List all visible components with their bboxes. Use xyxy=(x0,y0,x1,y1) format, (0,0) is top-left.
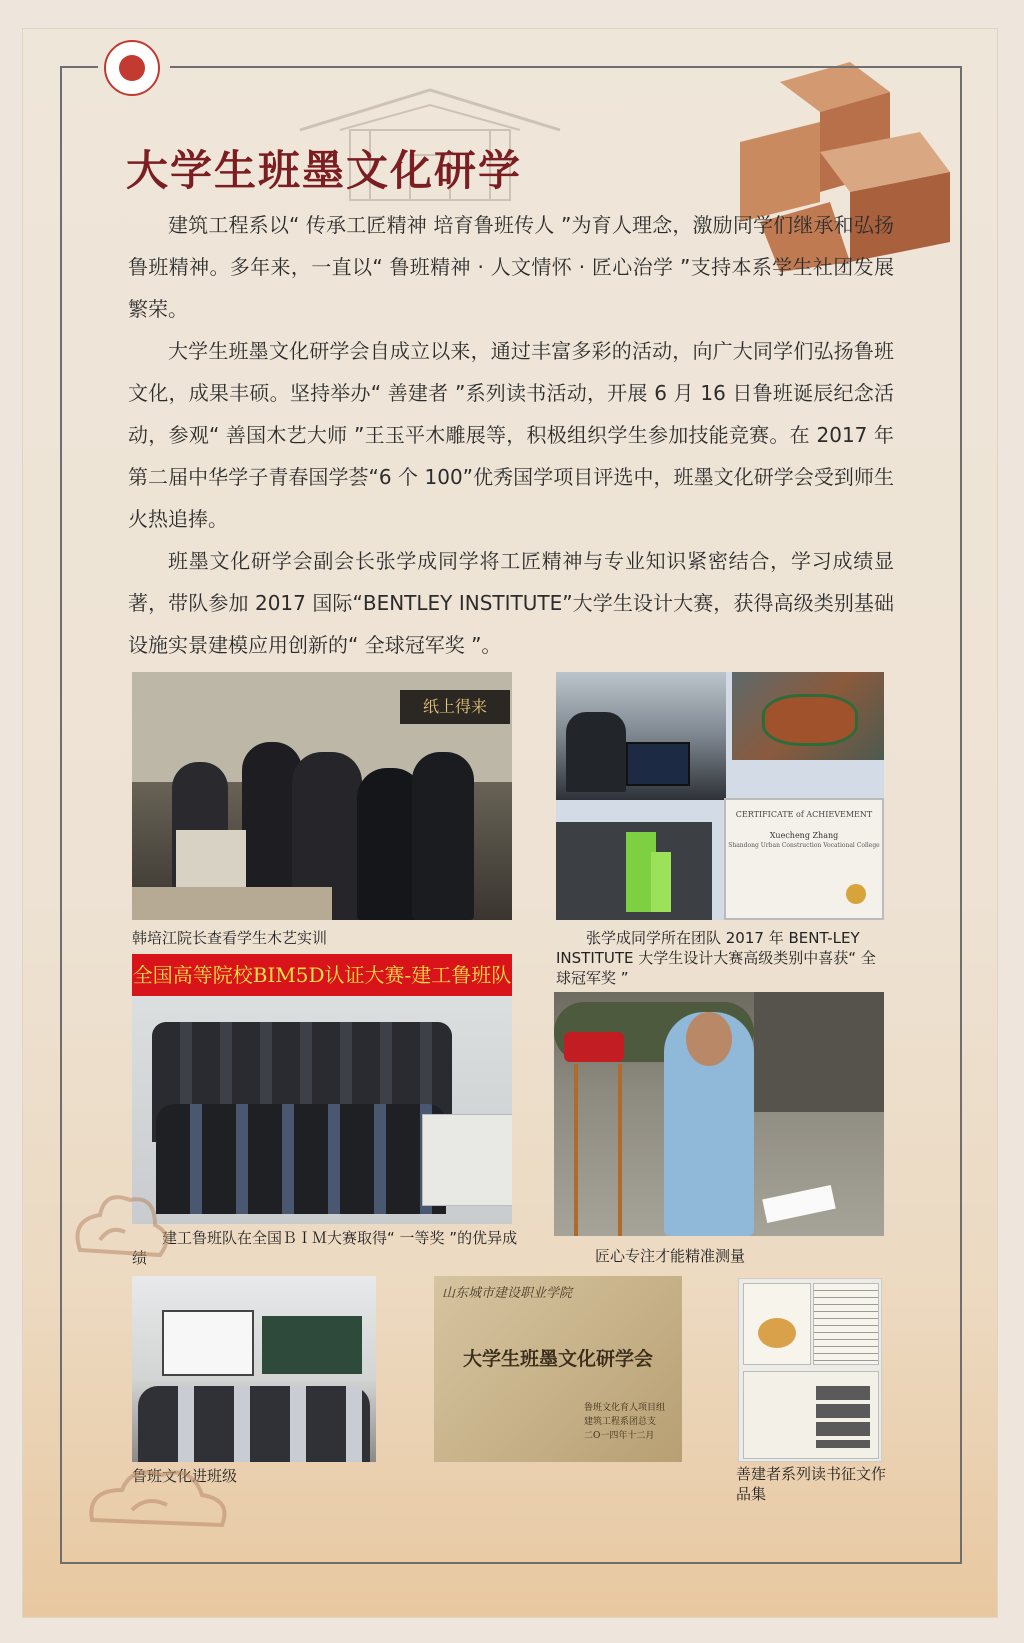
workshop-caption: 韩培江院长查看学生木艺实训 xyxy=(132,929,328,947)
computer-lab-photo xyxy=(556,672,726,800)
bim-banner-text: 全国高等院校BIM5D认证大赛-建工鲁班队 xyxy=(132,963,512,987)
paragraph-2: 大学生班墨文化研学会自成立以来，通过丰富多彩的活动，向广大同学们弘扬鲁班文化，成果丰硕。坚持举办“ 善建者 ”系列读书活动，开展 6 月 16 日鲁班诞辰纪念活动，参观“ 善国木艺大师 ”王玉平木雕展等，积极组织学生参加技能竞赛。在 2017 年第二届中华学子青春国学荟“6 个 100”优秀国学项目评选中，班墨文化研学会受到师生火热追捧。 xyxy=(128,339,894,531)
background-building xyxy=(754,992,884,1112)
plaque-photo xyxy=(434,1276,682,1462)
blackboard xyxy=(262,1316,362,1374)
certificate-name: Xuecheng Zhang xyxy=(769,831,839,840)
site-model-image xyxy=(732,672,884,760)
site-pit xyxy=(762,694,858,746)
cloud-decoration-bottom xyxy=(82,1450,242,1550)
bim-banner xyxy=(132,954,512,996)
bim-team-photo xyxy=(132,954,512,1224)
projector-screen xyxy=(162,1310,254,1376)
book-page-1 xyxy=(743,1283,811,1365)
college-logo xyxy=(104,40,160,96)
surveying-caption: 匠心专注才能精准测量 xyxy=(595,1247,746,1265)
plaque-header: 山东城市建设职业学院 xyxy=(442,1286,573,1301)
workbench-box xyxy=(176,830,246,890)
student-head xyxy=(686,1012,732,1066)
workshop-photo xyxy=(132,672,512,920)
person-5 xyxy=(412,752,474,920)
frame-top-right-line xyxy=(170,66,960,68)
classroom-caption: 鲁班文化进班级 xyxy=(132,1467,238,1485)
bentley-collage xyxy=(556,672,884,920)
certificate-image xyxy=(724,798,884,920)
book-page-2 xyxy=(813,1283,879,1365)
book-photo xyxy=(738,1278,882,1462)
green-tower-model-2 xyxy=(651,852,671,912)
certificate-org: Shandong Urban Construction Vocational College xyxy=(728,842,880,849)
lab-desk xyxy=(422,1114,512,1206)
book-caption: 善建者系列读书征文作品集 xyxy=(736,1465,887,1503)
paragraph-1: 建筑工程系以“ 传承工匠精神 培育鲁班传人 ”为育人理念，激励同学们继承和弘扬鲁班精神。多年来，一直以“ 鲁班精神 · 人文情怀 · 匠心治学 ”支持本系学生社团发展繁荣。 xyxy=(128,213,894,321)
cloud-decoration-left xyxy=(60,1170,180,1290)
paragraph-3: 班墨文化研学会副会长张学成同学将工匠精神与专业知识紧密结合，学习成绩显著，带队参加 2017 国际“BENTLEY INSTITUTE”大学生设计大赛，获得高级类别基础设施实景建模应用创新的“ 全球冠军奖 ”。 xyxy=(128,549,894,657)
certificate-seal xyxy=(846,884,866,904)
book-photo-grid xyxy=(816,1386,870,1448)
survey-level-instrument xyxy=(564,1032,624,1062)
workshop-sign xyxy=(400,690,510,724)
lab-students xyxy=(566,712,626,792)
bentley-caption: 张学成同学所在团队 2017 年 BENT-LEY INSTITUTE 大学生设计大赛高级类别中喜获“ 全球冠军奖 ” xyxy=(556,929,876,987)
bim-model-image xyxy=(556,822,712,920)
college-logo-mark xyxy=(119,55,145,81)
papers xyxy=(762,1185,835,1223)
plaque-date: 二O一四年十二月 xyxy=(584,1431,655,1441)
bim-caption: 建工鲁班队在全国ＢＩＭ大赛取得“ 一等奖 ”的优异成绩 xyxy=(132,1229,518,1267)
classroom-photo xyxy=(132,1276,376,1462)
book-page-3 xyxy=(743,1371,879,1459)
team-front-row xyxy=(156,1104,446,1214)
tripod xyxy=(574,1064,622,1236)
lab-monitor xyxy=(626,742,690,786)
certificate-title: CERTIFICATE of ACHIEVEMENT xyxy=(735,810,873,819)
workbench xyxy=(132,887,332,920)
plaque-title: 大学生班墨文化研学会 xyxy=(462,1348,653,1370)
plaque-line-2: 建筑工程系团总支 xyxy=(584,1417,657,1427)
workshop-sign-text: 纸上得来 xyxy=(422,697,487,716)
surveying-photo xyxy=(554,992,884,1236)
frame-top-left-line xyxy=(60,66,98,68)
plaque-line-1: 鲁班文化育人项目组 xyxy=(584,1403,666,1413)
article-body xyxy=(128,204,894,666)
page-title: 大学生班墨文化研学 xyxy=(126,146,523,195)
book-page-food-image xyxy=(758,1318,796,1348)
